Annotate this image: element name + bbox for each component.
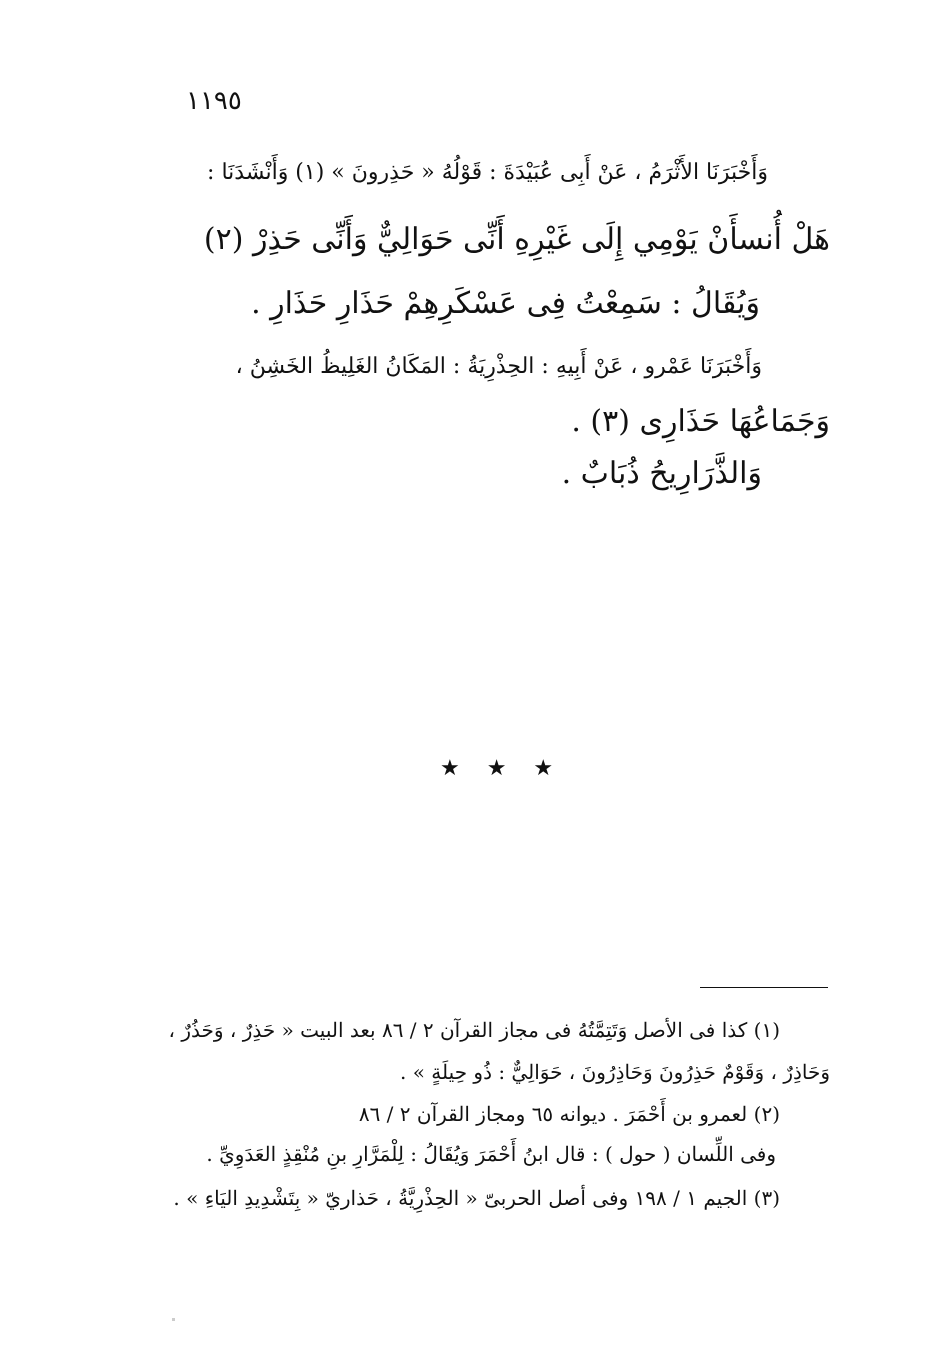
footnote-1-line-1: (١) كذا فى الأصل وَتَتِمَّتُهُ فى مجاز القرآن ٢ / ٨٦ بعد البيت « حَذِرٌ ، وَحَذُرٌ ، xyxy=(168,1018,780,1042)
body-line-4: وَأَخْبَرَنَا عَمْرو ، عَنْ أَبِيهِ : الحِذْرِيَةُ : المَكَانُ الغَلِيظُ الخَشِنُ ، xyxy=(235,354,762,379)
footnote-rule xyxy=(700,987,828,988)
body-line-6: وَالذَّرَارِيحُ ذُبَابٌ . xyxy=(561,456,762,491)
verse-line: هَلْ أُنسأَنْ يَوْمِي إِلَى غَيْرِهِ أَنِّى حَوَالِيٌّ وَأَنِّى حَذِرْ (٢) xyxy=(203,222,830,257)
body-line-3: وَيُقَالُ : سَمِعْتُ فِى عَسْكَرِهِمْ حَذَارِ حَذَارِ . xyxy=(251,286,760,321)
footnote-2-line-1: (٢) لعمرو بن أَحْمَرَ . ديوانه ٦٥ ومجاز القرآن ٢ / ٨٦ xyxy=(358,1102,780,1126)
scan-speck xyxy=(172,1318,175,1321)
footnote-2-line-2: وفى اللِّسان ( حول ) : قال ابنُ أَحْمَرَ وَيُقَالُ : لِلْمَرَّارِ بنِ مُنْقِذٍ العَدَوِيِّ . xyxy=(206,1142,776,1166)
footnote-3: (٣) الجيم ١ / ١٩٨ وفى أصل الحربىّ « الحِذْرِيَّةُ ، حَذاريّ « بِتَشْدِيدِ اليَاءِ » . xyxy=(173,1186,780,1210)
section-separator: ★ ★ ★ xyxy=(440,756,564,781)
footnote-1-line-2: وَحَاذِرٌ ، وَقَوْمٌ حَذِرُونَ وَحَاذِرُونَ ، حَوَالِيٌّ : ذُو حِيلَةٍ » . xyxy=(400,1060,830,1084)
body-line-1: وَأَخْبَرَنَا الأَثْرَمُ ، عَنْ أَبِى عُبَيْدَةَ : قَوْلُهُ « حَذِرونَ » (١) وَأَنْشَدَنَا : xyxy=(207,160,768,185)
page-number: ١١٩٥ xyxy=(186,86,242,116)
body-line-5: وَجَمَاعُهَا حَذَارِى (٣) . xyxy=(571,404,830,439)
